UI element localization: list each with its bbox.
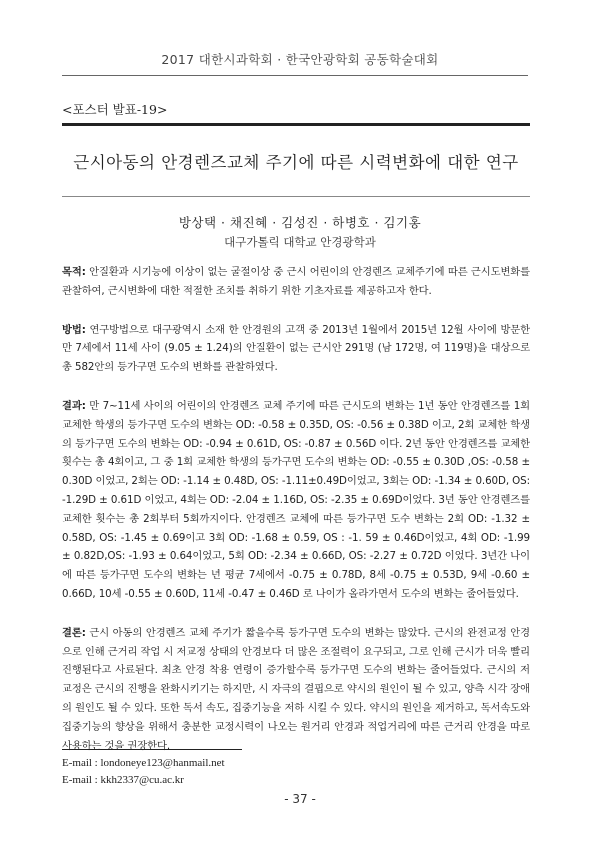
author-list: 방상택 · 채진혜 · 김성진 · 하병호 · 김기홍 <box>178 215 422 230</box>
poster-tag: <포스터 발표-19> <box>62 102 168 117</box>
footnote-divider <box>62 749 242 750</box>
footnotes <box>62 755 225 789</box>
section-label: 결론: <box>62 626 86 639</box>
section-conclusion <box>62 624 530 756</box>
section-method <box>62 321 530 377</box>
section-label: 목적: <box>62 266 86 278</box>
affiliation: 대구가톨릭 대학교 안경광학과 <box>224 235 376 249</box>
section-label: 방법: <box>62 323 86 336</box>
section-text: 안질환과 시기능에 이상이 없는 굴절이상 중 근시 어린이의 안경렌즈 교체주기에 따른 근시도변화를 관찰하여, 근시변화에 대한 적절한 조치를 취하기 위한 기초자료를 제공하고자 한다. <box>62 266 530 297</box>
conference-header: 2017 대한시과학회 · 한국안광학회 공동학술대회 <box>161 52 439 67</box>
section-purpose <box>62 263 530 301</box>
section-text: 근시 아동의 안경렌즈 교체 주기가 짧을수록 등가구면 도수의 변화는 많았다. 근시의 완전교정 안경으로 인해 근거리 작업 시 저교정 상태의 안경보다 더 많은 조절력이 요구되고, 그로 인해 근시가 더욱 빨리 진행된다고 사료된다. 최초 안경 착용 연령이 증가할수록 등가구면 도수의 변화는 줄어들었다. 근시의 저 교정은 근시의 진행을 완화시키기는 하지만, 시 자극의 결핍으로 약시의 원인이 될 수 있고, 양측 시각 장애의 원인도 될 수 있다. 또한 독서 속도, 집중기능을 저하 시킬 수 있다. 약시의 원인을 제거하고, 독서속도와 집중기능의 향상을 위해서 충분한 교정시력이 나오는 원거리 안경과 적업거리에 따른 근거리 안경을 따로 사용하는 것을 권장한다. <box>62 626 530 752</box>
section-label: 결과: <box>62 399 86 412</box>
email-footnote[interactable]: E-mail : londoneye123@hanmail.net <box>62 757 225 769</box>
section-text: 연구방법으로 대구광역시 소재 한 안경원의 고객 중 2013년 1월에서 2015년 12월 사이에 방문한 만 7세에서 11세 사이 (9.05 ± 1.24)의 안질환이 없는 근시안 291명 (남 172명, 여 119명)을 대상으로 총 582안의 등가구면 도수의 변화를 관찰하였다. <box>62 323 530 374</box>
section-result <box>62 397 530 604</box>
header-divider <box>62 75 528 76</box>
section-text: 만 7~11세 사이의 어린이의 안경렌즈 교체 주기에 따른 근시도의 변화는 1년 동안 안경렌즈를 1회 교체한 학생의 등가구면 도수의 변화는 OD: -0.58 ± 0.35D, OS: -0.56 ± 0.38D 이고, 2회 교체한 학생의 등가구면 도수의 변화는 OD: -0.94 ± 0.61D, OS: -0.87 ± 0.56D 이다. 2년 동안 안경렌즈를 교체한 횟수는 총 4회이고, 그 중 1회 교체한 학생의 등가구면 도수의 변화는 OD: -0.55 ± 0.30D ,OS: -0.58 ± 0.30D 이었고, 2회는 OD: -1.14 ± 0.48D, OS: -1.11±0.49D이었고, 3회는 OD: -1.34 ± 0.60D, OS: -1.29D ± 0.61D 이었고, 4회는 OD: -2.04 ± 1.16D, OS: -2.35 ± 0.69D이었다. 3년 동안 안경렌즈를 교체한 횟수는 총 2회부터 5회까지이다. 안경렌즈 교체에 따른 등가구면 도수 변화는 2회 OD: -1.32 ± 0.58D, OS: -1.45 ± 0.69이고 3회 OD: -1.68 ± 0.59, OS : -1. 59 ± 0.46D이었고, 4회 OD: -1.99 ± 0.82D,OS: -1.93 ± 0.64이었고, 5회 OD: -2.34 ± 0.66D, OS: -2.27 ± 0.72D 이었다. 3년간 나이에 따른 등가구면 도수의 변화는 년 평균 7세에서 -0.75 ± 0.78D, 8세 -0.75 ± 0.53D, 9세 -0.60 ± 0.66D, 10세 -0.55 ± 0.60D, 11세 -0.47 ± 0.46D 로 나이가 올라가면서 도수의 변화는 줄어들었다. <box>62 399 530 600</box>
abstract-body <box>62 263 530 775</box>
title-box <box>62 123 530 197</box>
email-footnote[interactable]: E-mail : kkh2337@cu.ac.kr <box>62 774 184 786</box>
paper-title: 근시아동의 안경렌즈교체 주기에 따른 시력변화에 대한 연구 <box>73 153 519 172</box>
page-number: - 37 - <box>284 792 316 806</box>
